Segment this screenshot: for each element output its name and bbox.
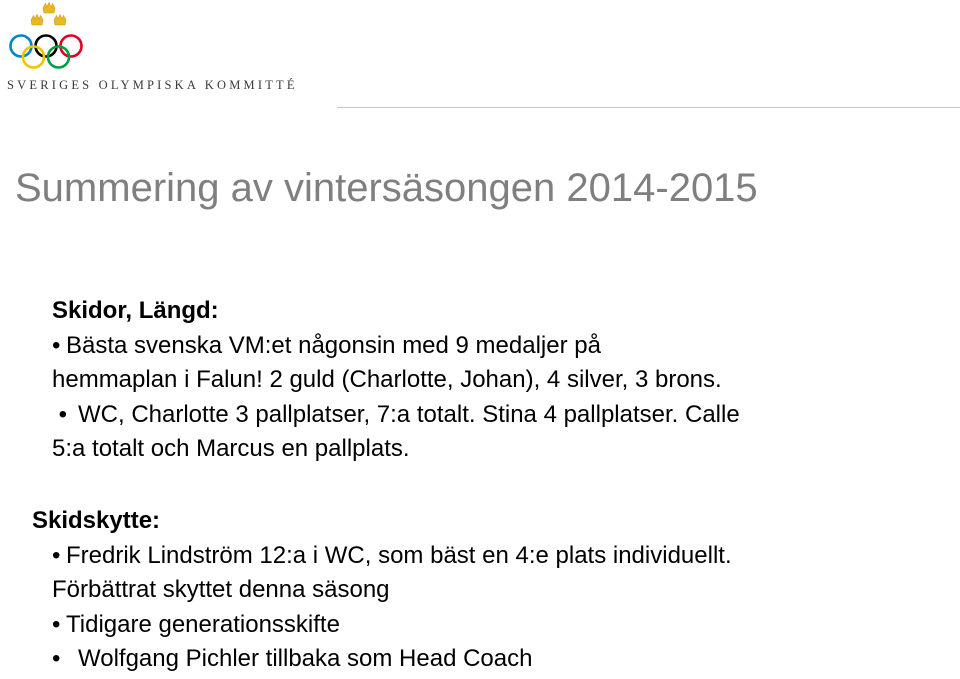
bullet-text: Tidigare generationsskifte bbox=[66, 610, 340, 638]
bullet-text: Bästa svenska VM:et någonsin med 9 medaljer på bbox=[66, 331, 601, 359]
bullet-text: WC, Charlotte 3 pallplatser, 7:a totalt. Stina 4 pallplatser. Calle bbox=[78, 400, 740, 428]
olympic-rings-icon bbox=[11, 36, 82, 68]
bullet-item bbox=[52, 398, 932, 433]
bullet-icon: • bbox=[52, 610, 61, 638]
ring-red bbox=[61, 36, 82, 57]
bullet-item bbox=[32, 642, 932, 677]
bullet-continuation: hemmaplan i Falun! 2 guld (Charlotte, Johan), 4 silver, 3 brons. bbox=[52, 366, 722, 393]
ring-green bbox=[48, 47, 69, 68]
section-biathlon bbox=[32, 504, 932, 677]
bullet-icon: • bbox=[52, 541, 61, 569]
bullet-item bbox=[32, 608, 932, 643]
section-heading: Skidor, Längd: bbox=[52, 297, 219, 324]
bullet-item bbox=[32, 539, 932, 574]
bullet-continuation: 5:a totalt och Marcus en pallplats. bbox=[52, 435, 410, 462]
bullet-item bbox=[52, 329, 932, 364]
ring-yellow bbox=[23, 47, 44, 68]
bullet-text: Wolfgang Pichler tillbaka som Head Coach bbox=[78, 645, 533, 672]
bullet-icon: • bbox=[52, 331, 61, 359]
bullet-continuation: Förbättrat skyttet denna säsong bbox=[52, 576, 390, 603]
three-crowns-icon bbox=[31, 3, 66, 26]
bullet-icon: • bbox=[52, 400, 68, 428]
section-cross-country-skiing bbox=[52, 294, 932, 467]
organization-name: SVERIGES OLYMPISKA KOMMITTÉ bbox=[7, 78, 298, 92]
ring-black bbox=[36, 36, 57, 57]
header-divider bbox=[337, 107, 960, 108]
slide-title: Summering av vintersäsongen 2014-2015 bbox=[15, 166, 758, 210]
bullet-icon: • bbox=[52, 645, 61, 672]
bullet-text: Fredrik Lindström 12:a i WC, som bäst en 4:e plats individuellt. bbox=[66, 541, 732, 569]
ring-blue bbox=[11, 36, 32, 57]
section-heading: Skidskytte: bbox=[32, 507, 161, 534]
